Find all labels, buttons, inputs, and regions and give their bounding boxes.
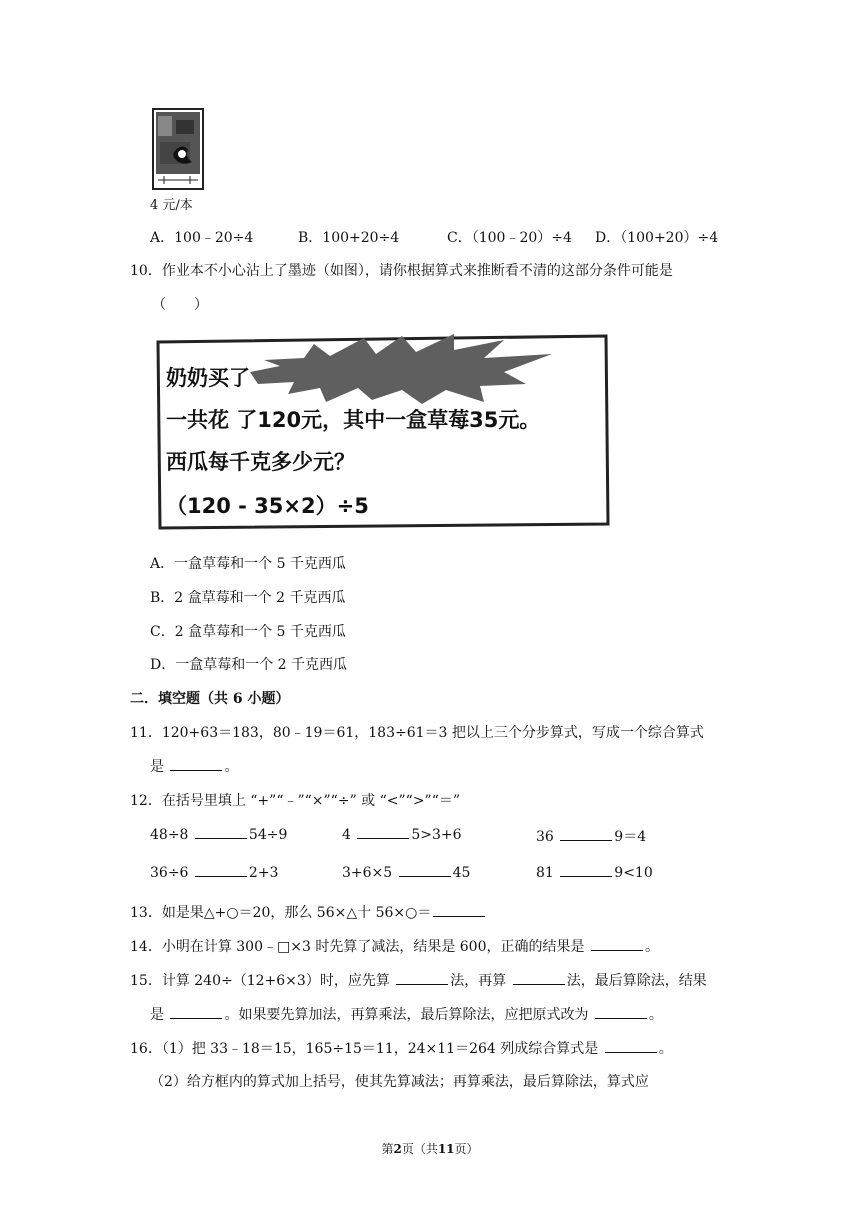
item-right: 5>3+6 [411, 827, 462, 843]
q12-item-5 [342, 864, 470, 881]
footer-text: 页（共 [401, 1142, 438, 1156]
question-text: 120+63＝183，80﹣19＝61，183÷61＝3 把以上三个分步算式，写成一个综合算式 [161, 725, 704, 741]
option-text: 一盒草莓和一个 5 千克西瓜 [174, 556, 346, 572]
option-text: （100﹣20）÷4 [471, 230, 572, 246]
answer-blank[interactable] [195, 826, 247, 839]
item-right: 9＝4 [614, 829, 647, 845]
question-text: 。如果要先算加法，再算乘法，最后算除法，应把原式改为 [224, 1007, 589, 1023]
answer-blank[interactable] [170, 758, 222, 771]
question-text: 作业本不小心沾上了墨迹（如图），请你根据算式来推断看不清的这部分条件可能是 [161, 263, 673, 279]
q12-item-3 [536, 826, 646, 846]
answer-blank[interactable] [560, 828, 612, 841]
question-text: 是 [150, 1007, 164, 1023]
question-text: 法，再算 [450, 973, 507, 989]
q10-option-c[interactable] [150, 621, 346, 641]
q10-option-d[interactable] [150, 654, 347, 674]
option-letter: A． [150, 556, 175, 572]
option-letter: A． [150, 230, 175, 246]
option-text: 一盒草莓和一个 2 千克西瓜 [175, 657, 348, 673]
question-text: 如是果△+○＝20，那么 56×△十 56×○＝ [161, 905, 432, 921]
q12-item-6 [536, 864, 653, 881]
option-letter: D． [150, 657, 176, 673]
item-left: 4 [342, 827, 351, 843]
q9-option-b[interactable] [298, 227, 399, 247]
punctuation: 。 [644, 939, 659, 955]
q10-stem [130, 260, 673, 280]
punctuation: 。 [648, 1007, 663, 1023]
item-left: 36 [536, 829, 554, 845]
question-text: 法，最后算除法，结果 [566, 973, 707, 989]
option-text: 2 盒草莓和一个 2 千克西瓜 [174, 590, 346, 606]
option-letter: C． [150, 624, 175, 640]
question-number: 13． [130, 905, 162, 921]
item-right: 54÷9 [248, 827, 288, 843]
option-text: 100﹣20÷4 [174, 230, 254, 246]
question-text: 是 [150, 759, 164, 775]
q11-line-1 [130, 722, 704, 742]
item-right: 2+3 [248, 865, 279, 881]
question-text: （1）把 33﹣18＝15，165÷15＝11，24×11＝264 列成综合算式是 [161, 1041, 599, 1057]
answer-blank[interactable] [399, 864, 451, 877]
question-number: 15． [130, 973, 162, 989]
option-letter: B． [298, 230, 323, 246]
item-left: 48÷8 [150, 827, 189, 843]
answer-blank[interactable] [560, 864, 612, 877]
q10-option-a[interactable] [150, 553, 346, 573]
book-illustration [152, 108, 204, 190]
q11-line-2 [150, 756, 238, 776]
answer-blank[interactable] [595, 1006, 647, 1019]
option-text: 2 盒草莓和一个 5 千克西瓜 [174, 624, 346, 640]
q12-item-4 [150, 864, 278, 881]
question-text: 在括号里填上 “+”“﹣”“×”“÷” 或 “<”“>”“＝” [161, 793, 461, 809]
book-price-label: 4 元/本 [150, 198, 193, 213]
q15-line-1 [130, 970, 707, 990]
card-line-3: 西瓜每千克多少元？ [166, 450, 355, 474]
option-text: 100+20÷4 [322, 230, 400, 246]
q9-option-a[interactable] [150, 227, 253, 247]
page-number: 2 [393, 1142, 402, 1156]
q13-line [130, 902, 487, 922]
q10-answer-bracket[interactable]: （ ） [152, 297, 208, 313]
q9-option-d[interactable] [595, 227, 718, 247]
question-number: 14． [130, 939, 162, 955]
total-pages: 11 [437, 1142, 455, 1156]
punctuation: 。 [658, 1041, 673, 1057]
q14-line [130, 936, 659, 956]
item-left: 81 [536, 865, 554, 881]
question-number: 12． [130, 793, 162, 809]
answer-blank[interactable] [396, 972, 448, 985]
q16-line-1 [130, 1038, 673, 1058]
question-text: 计算 240÷（12+6×3）时，应先算 [161, 973, 390, 989]
page-footer [0, 1140, 860, 1157]
answer-blank[interactable] [605, 1040, 657, 1053]
book-image [152, 108, 204, 190]
item-left: 3+6×5 [342, 865, 393, 881]
card-line-4: （120 - 35×2）÷5 [166, 494, 369, 518]
footer-text: 第 [381, 1142, 394, 1156]
option-letter: C． [447, 230, 472, 246]
q12-item-2 [342, 826, 462, 843]
question-number: 10． [130, 263, 162, 279]
footer-text: 页） [454, 1142, 479, 1156]
q9-option-c[interactable] [447, 227, 572, 247]
answer-blank[interactable] [195, 864, 247, 877]
q15-line-2 [150, 1004, 663, 1024]
answer-blank[interactable] [591, 938, 643, 951]
item-right: 9<10 [614, 865, 653, 881]
card-line-2: 一共花 了120元，其中一盒草莓35元。 [166, 408, 541, 432]
answer-blank[interactable] [170, 1006, 222, 1019]
q16-line-2: （2）给方框内的算式加上括号，使其先算减法；再算乘法，最后算除法，算式应 [150, 1074, 649, 1090]
question-text: 小明在计算 300﹣□×3 时先算了减法，结果是 600，正确的结果是 [161, 939, 585, 955]
item-right: 45 [452, 865, 471, 881]
item-left: 36÷6 [150, 865, 189, 881]
ink-stained-card [154, 332, 612, 530]
section-heading: 二．填空题（共 6 小题） [130, 691, 290, 707]
answer-blank[interactable] [433, 904, 485, 917]
answer-blank[interactable] [513, 972, 565, 985]
answer-blank[interactable] [357, 826, 409, 839]
card-line-1: 奶奶买了 [166, 366, 250, 390]
option-letter: B． [150, 590, 175, 606]
question-number: 16． [130, 1041, 162, 1057]
punctuation: 。 [224, 759, 239, 775]
q10-option-b[interactable] [150, 587, 345, 607]
q12-item-1 [150, 826, 287, 843]
q12-stem [130, 790, 460, 810]
question-number: 11． [130, 725, 162, 741]
option-letter: D． [595, 230, 621, 246]
option-text: （100+20）÷4 [620, 230, 719, 246]
